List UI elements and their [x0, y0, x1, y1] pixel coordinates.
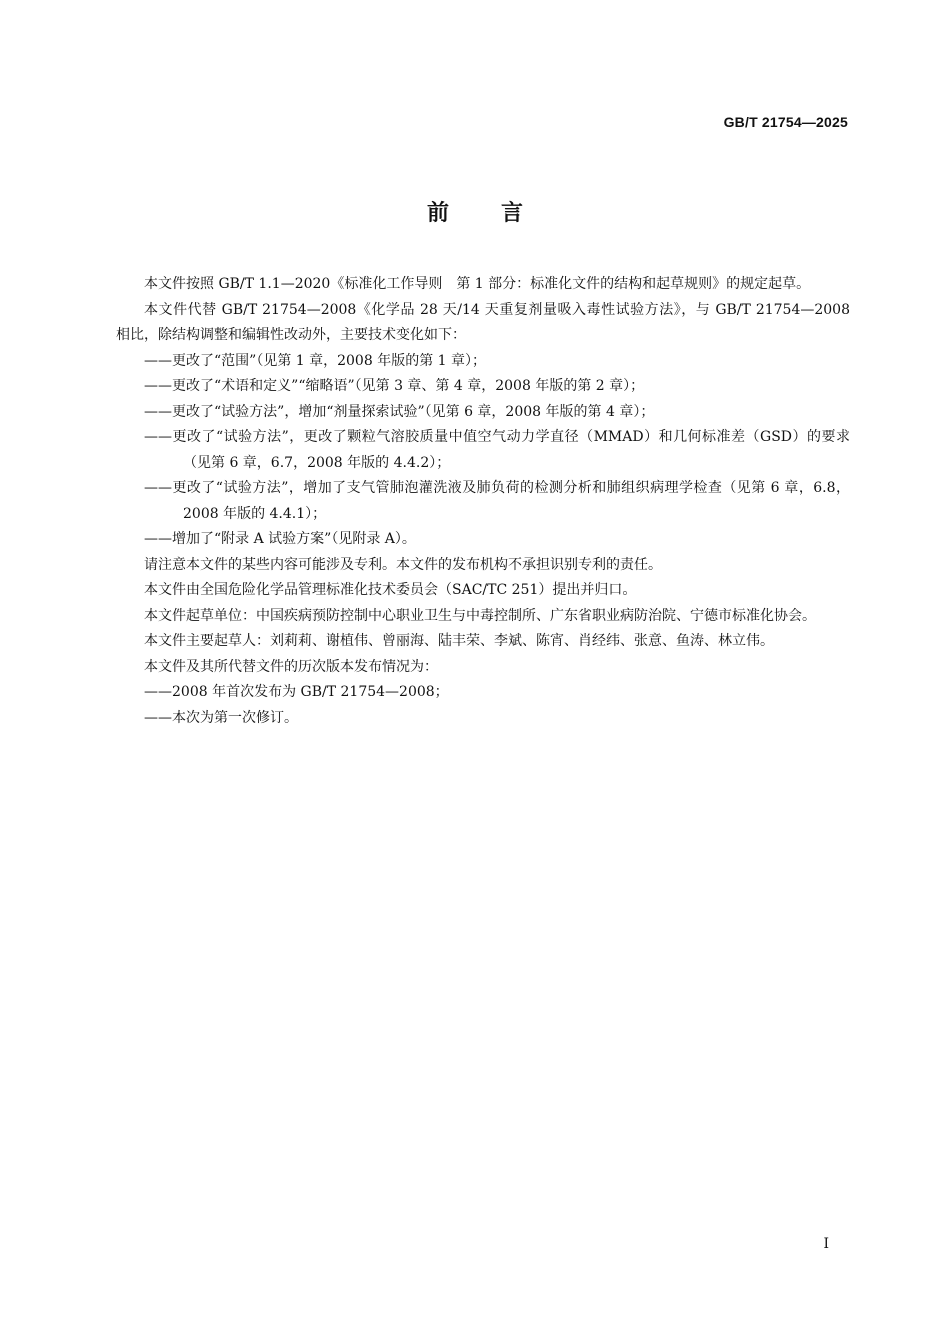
paragraph-drafting-rules: 本文件按照 GB/T 1.1—2020《标准化工作导则 第 1 部分：标准化文件的结构和起草规则》的规定起草。 [144, 276, 811, 292]
title-char-1: 前 [426, 201, 449, 226]
page-number: I [823, 1236, 829, 1252]
foreword-body [116, 272, 850, 731]
standard-number: GB/T 21754—2025 [723, 114, 848, 130]
paragraph-committee: 本文件由全国危险化学品管理标准化技术委员会（SAC/TC 251）提出并归口。 [144, 582, 637, 598]
paragraph-drafting-units: 本文件起草单位：中国疾病预防控制中心职业卫生与中毒控制所、广东省职业病防治院、宁德市标准化协会。 [144, 607, 816, 624]
paragraph-replacement: 本文件代替 GB/T 21754—2008《化学品 28 天/14 天重复剂量吸入毒性试验方法》，与 GB/T 21754—2008 相比，除结构调整和编辑性改动外，主要技术变化如下： [116, 301, 850, 343]
history-item: ——2008 年首次发布为 GB/T 21754—2008； [144, 684, 449, 700]
paragraph-patent-notice: 请注意本文件的某些内容可能涉及专利。本文件的发布机构不承担识别专利的责任。 [144, 556, 662, 573]
change-item: ——更改了“试验方法”，增加了支气管肺泡灌洗液及肺负荷的检测分析和肺组织病理学检查（见第 6 章，6.8，2008 年版的 4.4.1）； [144, 480, 850, 522]
change-item: ——更改了“范围”（见第 1 章，2008 年版的第 1 章）； [144, 352, 487, 369]
change-item: ——更改了“试验方法”，增加“剂量探索试验”（见第 6 章，2008 年版的第 4 章）； [144, 403, 655, 420]
change-item: ——更改了“试验方法”，更改了颗粒气溶胶质量中值空气动力学直径（MMAD）和几何标准差（GSD）的要求（见第 6 章，6.7，2008 年版的 4.4.2）； [144, 429, 850, 471]
change-item: ——更改了“术语和定义”“缩略语”（见第 3 章、第 4 章，2008 年版的第 2 章）； [144, 378, 645, 394]
page-title [0, 196, 950, 227]
paragraph-history-intro: 本文件及其所代替文件的历次版本发布情况为： [144, 658, 438, 675]
change-item: ——增加了“附录 A 试验方案”（见附录 A）。 [144, 531, 416, 547]
title-char-2: 言 [501, 201, 524, 226]
history-item: ——本次为第一次修订。 [144, 709, 298, 726]
paragraph-drafters: 本文件主要起草人：刘莉莉、谢植伟、曾丽海、陆丰荣、李斌、陈宵、肖经纬、张意、鱼涛、林立伟。 [144, 633, 774, 649]
